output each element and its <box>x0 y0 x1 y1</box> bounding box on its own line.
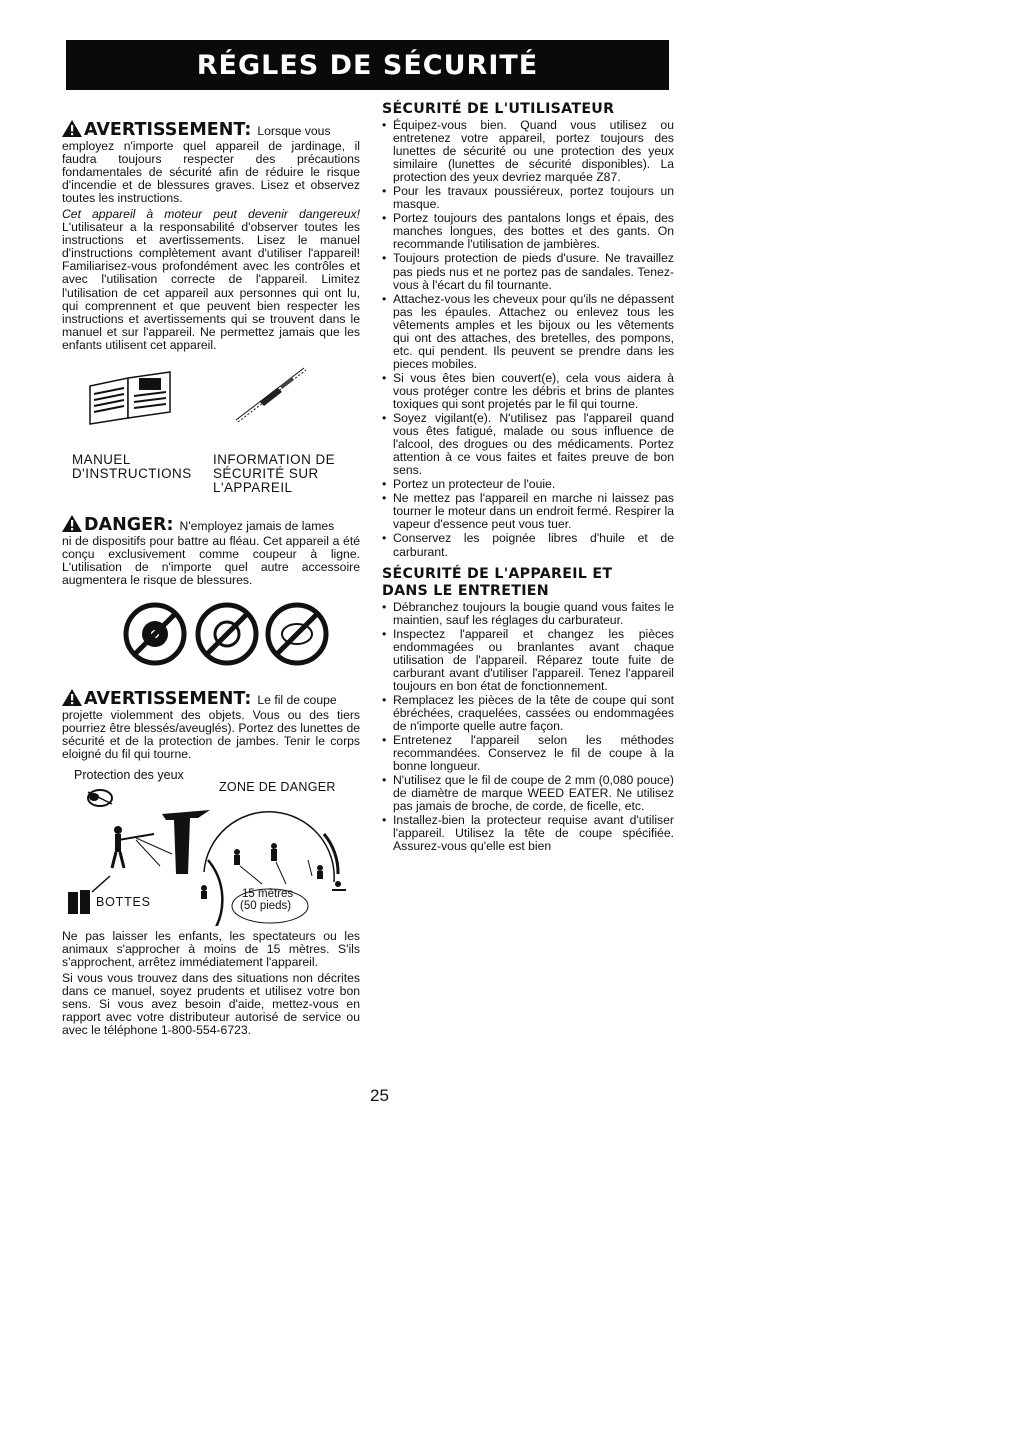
page-title: RÉGLES DE SÉCURITÉ <box>196 49 539 81</box>
list-item <box>382 694 674 733</box>
page-number: 25 <box>370 1086 389 1105</box>
list-item-text: Si vous êtes bien couvert(e), cela vous aidera à vous protéger contre les débris et brins de plantes toxiques qui sont projetés par le fil qui tourne. <box>393 370 674 411</box>
bullet-icon: • <box>382 813 387 828</box>
list-item <box>382 492 674 531</box>
warning-triangle-icon <box>62 515 82 532</box>
list-item <box>382 372 674 411</box>
list-item-text: Soyez vigilant(e). N'utilisez pas l'appareil quand vous êtes fatigué, malade ou sous influence de l'alcool, des drogues ou des médicaments. Portez attention à ce vous faites et faites preuve de bon sens. <box>393 411 674 478</box>
children-distance-paragraph: Ne pas laisser les enfants, les spectateurs ou les animaux s'approcher à moins de 15 mètres. S'ils s'approchent, arrêtez immédiatement l'appareil. <box>62 929 360 970</box>
list-item-text: Remplacez les pièces de la tête de coupe qui sont ébréchées, craquelées, cassées ou endommagées de n'importe quelle autre façon. <box>393 692 674 733</box>
owner-responsibility-paragraph <box>62 208 360 352</box>
responsibility-text: L'utilisateur a la responsabilité d'observer toutes les instructions et avertissements. Lisez le manuel d'instructions complètement avant d'utiliser l'appareil! Familiarisez-vous profondément avec les contrôles et avec l'utilisation correcte de l'appareil. Limitez l'utilisation de cet appareil aux personnes qui ont lu, qui comprennent et que peuvent bien respecter les instructions et avertissements qui se trouvent dans le manuel et sur l'appareil. Ne permettez jamais que les enfants utilisent cet appareil. <box>62 220 360 352</box>
list-item <box>382 734 674 773</box>
danger-zone-label: ZONE DE DANGER <box>219 780 336 795</box>
list-item-text: Conservez les poignée libres d'huile et de carburant. <box>393 531 674 559</box>
list-item <box>382 293 674 371</box>
list-item <box>382 774 674 813</box>
no-disc-icon <box>264 601 330 667</box>
no-flail-icon <box>194 601 260 667</box>
eye-protection-label: Protection des yeux <box>74 768 184 783</box>
prohibited-attachments-row <box>62 595 360 673</box>
distance-feet: (50 pieds) <box>240 900 292 913</box>
warning-lead: Lorsque vous <box>257 124 331 138</box>
bullet-icon: • <box>382 411 387 426</box>
unknown-situations-paragraph: Si vous vous trouvez dans des situations non décrites dans ce manuel, soyez prudents et utilisez votre bon sens. Si vous avez besoin d'aide, mettez-vous en rapport avec votre distributeur autorisé de service ou avec le téléphone 1-800-554-6723. <box>62 971 360 1038</box>
warning-label: AVERTISSEMENT: <box>84 688 252 709</box>
goggles-icon <box>88 790 112 806</box>
list-item <box>382 252 674 291</box>
list-item <box>382 119 674 184</box>
list-item <box>382 412 674 477</box>
bullet-icon: • <box>382 773 387 788</box>
manual-icons-row <box>62 358 360 453</box>
bullet-icon: • <box>382 477 387 492</box>
danger-label: DANGER: <box>84 514 174 535</box>
list-item <box>382 478 674 491</box>
danger-zone-diagram <box>62 764 360 926</box>
warning-triangle-icon <box>62 120 82 137</box>
machine-safety-heading-line2: DANS LE ENTRETIEN <box>382 582 549 599</box>
info-caption-line3: L'APPAREIL <box>213 479 293 495</box>
manual-book-icon <box>84 366 176 426</box>
warning-heading-2 <box>62 687 360 709</box>
warning-lead: Le fil de coupe <box>257 692 337 707</box>
list-item <box>382 212 674 251</box>
list-item <box>382 601 674 627</box>
warning-heading-1 <box>62 118 360 140</box>
list-item-text: Débranchez toujours la bougie quand vous faites le maintien, sauf les réglages du carburateur. <box>393 599 674 627</box>
operator-figure <box>112 826 154 868</box>
warning-triangle-icon <box>62 689 82 706</box>
list-item-text: Portez toujours des pantalons longs et épais, des manches longues, des bottes et des gants. On recommande l'utilisation de jambières. <box>393 211 674 252</box>
safety-info-caption <box>213 453 354 495</box>
bullet-icon: • <box>382 118 387 132</box>
warning-body-2: projette violemment des objets. Vous ou des tiers pourriez être blessés/aveuglés). Portez des lunettes de sécurité et de la protection de jambes. Tenir le corps eloigné du fil qui tourne. <box>62 707 360 762</box>
leg-protection-marker <box>162 810 210 874</box>
bullet-icon: • <box>382 251 387 266</box>
list-item <box>382 814 674 853</box>
list-item-text: Toujours protection de pieds d'usure. Ne travaillez pas pieds nus et ne portez pas de sandales. Tenez-vous à l'écart du fil tournante. <box>393 251 674 292</box>
list-item-text: Entretenez l'appareil selon les méthodes recommandées. Conservez le fil de coupe à la bonne longueur. <box>393 733 674 774</box>
list-item-text: Attachez-vous les cheveux pour qu'ils ne dépassent pas les épaules. Attachez ou enlevez tous les vêtements amples et les bijoux ou les vêtements qui ont des attaches, des bretelles, des pompons, etc. qui pendent. Ils peuvent se prendre dans les pieces mobiles. <box>393 291 674 371</box>
boots-label: BOTTES <box>96 895 151 910</box>
list-item-text: Pour les travaux poussiéreux, portez toujours un masque. <box>393 184 674 212</box>
distance-meters: 15 mètres <box>242 888 294 901</box>
left-column <box>62 100 360 1041</box>
list-item-text: N'utilisez que le fil de coupe de 2 mm (0,080 pouce) de diamètre de marque WEED EATER. Ne utilisez pas jamais de broche, de corde, de ficelle, etc. <box>393 773 674 814</box>
bullet-icon: • <box>382 531 387 546</box>
machine-safety-heading-line1: SÉCURITÉ DE L'APPAREIL ET <box>382 565 613 582</box>
info-caption-line2: SÉCURITÉ SUR <box>213 465 319 481</box>
list-item-text: Portez un protecteur de l'ouie. <box>393 477 556 492</box>
manual-caption-line2: D'INSTRUCTIONS <box>72 465 192 481</box>
list-item-text: Installez-bien la protecteur requise avant d'utiliser l'appareil. Utilisez la tête de coupe spécifiée. Assurez-vous qu'elle est bien <box>393 813 674 854</box>
maintenance-safety-list <box>382 601 674 854</box>
list-item-text: Équipez-vous bien. Quand vous utilisez ou entretenez votre appareil, portez toujours des lunettes de sécurité ou une protection des yeux similaire (lunettes de sécurité disponibles). La protection des yeux devriez marquée Z87. <box>393 118 674 185</box>
bullet-icon: • <box>382 370 387 385</box>
icon-captions <box>72 453 354 495</box>
right-column <box>382 100 674 859</box>
no-blade-icon <box>122 601 188 667</box>
dangerous-machine-note: Cet appareil à moteur peut devenir dangereux! <box>62 207 360 222</box>
info-caption-line1: INFORMATION DE <box>213 451 336 467</box>
list-item <box>382 628 674 693</box>
page-title-banner <box>66 40 669 90</box>
bullet-icon: • <box>382 733 387 748</box>
bullet-icon: • <box>382 692 387 707</box>
danger-lead: N'employez jamais de lames <box>179 518 335 533</box>
list-item-text: Inspectez l'appareil et changez les pièces endommagées ou branlantes avant chaque utilisation de l'appareil. Réparez toute fuite de carburant avant d'utiliser l'appareil. Tenez l'appareil toujours en bon état de fonctionnement. <box>393 626 674 693</box>
warning-label: AVERTISSEMENT: <box>84 120 252 140</box>
danger-heading <box>62 513 360 535</box>
bullet-icon: • <box>382 184 387 199</box>
user-safety-heading: SÉCURITÉ DE L'UTILISATEUR <box>382 101 615 117</box>
bullet-icon: • <box>382 599 387 614</box>
bullet-icon: • <box>382 291 387 306</box>
bullet-icon: • <box>382 626 387 641</box>
user-safety-list <box>382 119 674 559</box>
manual-caption-line1: MANUEL <box>72 451 131 467</box>
bullet-icon: • <box>382 211 387 226</box>
manual-caption <box>72 453 213 495</box>
danger-body: ni de dispositifs pour battre au fléau. Cet appareil a été conçu exclusivement comme coupeur à ligne. L'utilisation de n'importe quel autre accessoire augmentera le risque de blessures. <box>62 533 360 587</box>
list-item <box>382 532 674 558</box>
bullet-icon: • <box>382 491 387 506</box>
list-item <box>382 185 674 211</box>
list-item-text: Ne mettez pas l'appareil en marche ni laissez pas tourner le moteur dans un endroit fermé. Respirer la vapeur d'essence peut vous tuer. <box>393 491 674 532</box>
safety-label-icon <box>230 358 310 426</box>
warning-body: employez n'importe quel appareil de jardinage, il faudra toujours respecter des précautions fondamentales de sécurité afin de réduire le risque d'incendie et de blessures graves. Lisez et observez toutes les instructions. <box>62 139 360 206</box>
